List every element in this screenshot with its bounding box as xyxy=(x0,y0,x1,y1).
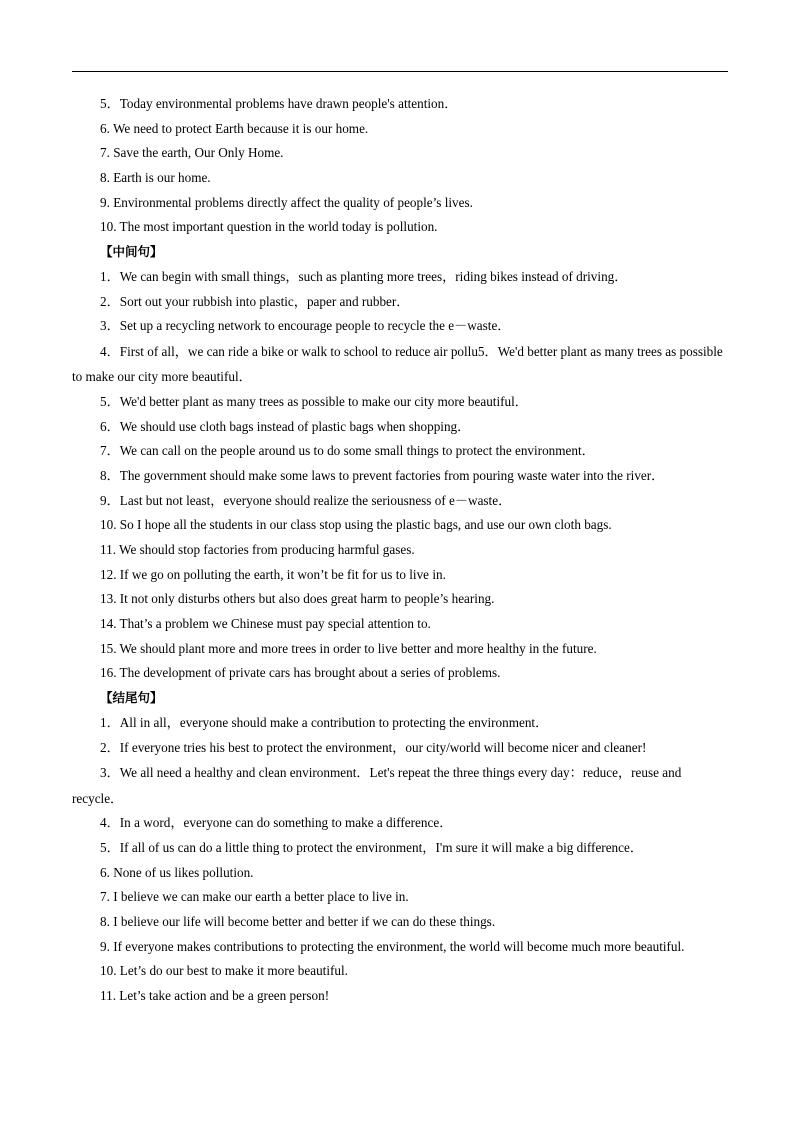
sentence-line: 11. We should stop factories from producing harmful gases. xyxy=(100,542,415,557)
sentence-line: 10. Let’s do our best to make it more beautiful. xyxy=(100,963,348,979)
sentence-line: 2．Sort out your rubbish into plastic，paper and rubber． xyxy=(100,293,410,309)
sentence-line: 6. None of us likes pollution. xyxy=(100,864,254,880)
sentence-line: 6．We should use cloth bags instead of plastic bags when shopping． xyxy=(100,418,471,434)
sentence-line: 2．If everyone tries his best to protect the environment，our city/world will become nicer and cleaner! xyxy=(100,739,647,755)
sentence-line: 9. Environmental problems directly affect the quality of people’s lives. xyxy=(100,194,473,210)
sentence-line: 6. We need to protect Earth because it is our home. xyxy=(100,120,369,136)
middle-sentences-heading: 【中间句】 xyxy=(100,244,163,260)
sentence-line: 4．In a word，everyone can do something to make a difference． xyxy=(100,815,453,831)
ending-sentences xyxy=(72,711,728,1009)
header-rule xyxy=(72,71,728,72)
sentence-line: 3．Set up a recycling network to encourage people to recycle the e－waste． xyxy=(100,318,511,334)
sentence-line: 16. The development of private cars has brought about a series of problems. xyxy=(100,665,501,681)
sentence-line: 5．If all of us can do a little thing to protect the environment，I'm sure it will make a big difference． xyxy=(100,839,644,855)
sentence-line: 9. If everyone makes contributions to protecting the environment, the world will become much more beautiful. xyxy=(100,938,685,954)
middle-sentences xyxy=(72,265,728,686)
sentence-line: 8．The government should make some laws to prevent factories from pouring waste water into the river． xyxy=(100,467,665,483)
sentence-paragraph: 4．First of all，we can ride a bike or walk to school to reduce air pollu5．We'd better plant as many trees as possible to make our city more beautiful． xyxy=(72,343,723,385)
ending-sentences-heading: 【结尾句】 xyxy=(100,690,163,706)
opening-sentences xyxy=(72,92,728,240)
sentence-line: 9．Last but not least，everyone should realize the seriousness of e－waste． xyxy=(100,492,512,508)
sentence-line: 14. That’s a problem we Chinese must pay special attention to. xyxy=(100,616,431,632)
sentence-line: 10. So I hope all the students in our class stop using the plastic bags, and use our own cloth bags. xyxy=(100,517,612,533)
sentence-line: 8. Earth is our home. xyxy=(100,170,211,186)
sentence-line: 7. I believe we can make our earth a better place to live in. xyxy=(100,889,409,905)
sentence-line: 1．We can begin with small things，such as planting more trees，riding bikes instead of driving． xyxy=(100,268,628,284)
sentence-line: 12. If we go on polluting the earth, it won’t be fit for us to live in. xyxy=(100,566,446,582)
sentence-paragraph: 3．We all need a healthy and clean environment．Let's repeat the three things every day：reduce，reuse and recycle． xyxy=(72,765,682,806)
sentence-line: 1．All in all，everyone should make a contribution to protecting the environment． xyxy=(100,714,549,730)
sentence-list xyxy=(72,92,728,1009)
sentence-line: 7．We can call on the people around us to do some small things to protect the environment． xyxy=(100,443,595,459)
sentence-line: 7. Save the earth, Our Only Home. xyxy=(100,145,284,161)
sentence-line: 11. Let’s take action and be a green person! xyxy=(100,988,330,1003)
sentence-line: 5．We'd better plant as many trees as possible to make our city more beautiful． xyxy=(100,393,528,409)
sentence-line: 8. I believe our life will become better and better if we can do these things. xyxy=(100,913,496,929)
sentence-line: 10. The most important question in the world today is pollution. xyxy=(100,219,438,235)
sentence-line: 13. It not only disturbs others but also does great harm to people’s hearing. xyxy=(100,591,495,607)
sentence-line: 5．Today environmental problems have drawn people's attention． xyxy=(100,96,458,111)
sentence-line: 15. We should plant more and more trees in order to live better and more healthy in the future. xyxy=(100,640,597,656)
